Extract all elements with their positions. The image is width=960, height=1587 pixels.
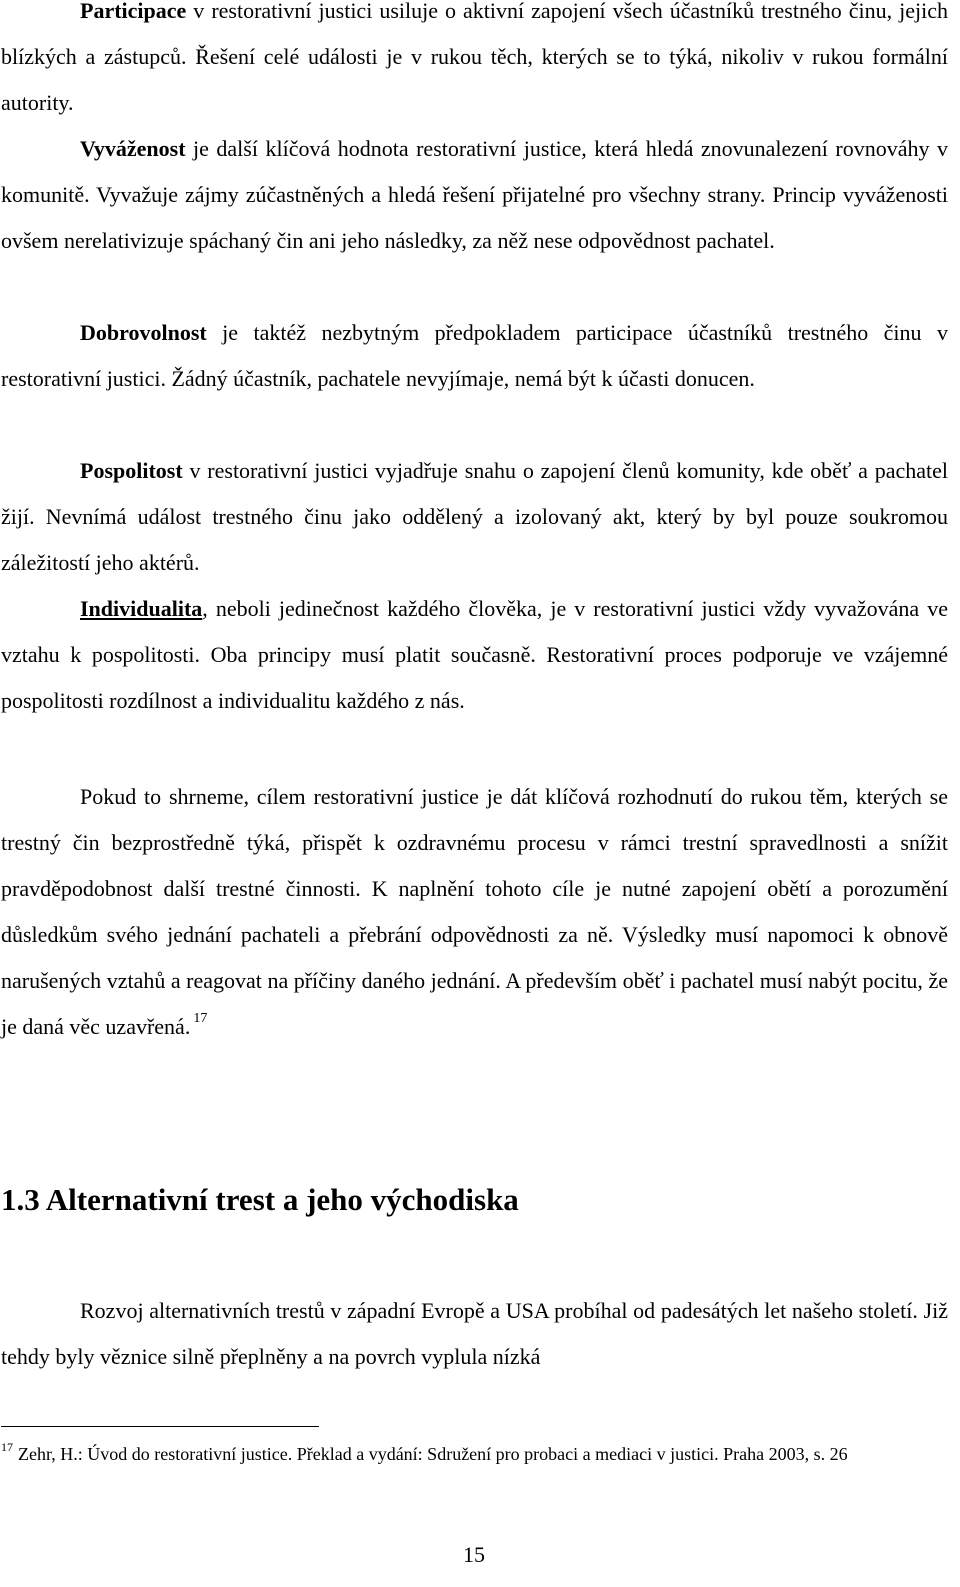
value-pospolitost (1, 448, 948, 586)
value-term: Dobrovolnost (80, 320, 207, 345)
value-term: Pospolitost (80, 458, 183, 483)
value-text: v restorativní justici usiluje o aktivní zapojení všech účastníků trestného činu, jejich blízkých a zástupců. Řešení celé události je v rukou těch, kterých se to týká, nikoliv v rukou formální autority. (1, 0, 948, 115)
value-vyvazenost (1, 126, 948, 264)
value-individualita (1, 586, 948, 724)
value-text: je taktéž nezbytným předpokladem participace účastníků trestného činu v restorativní justici. Žádný účastník, pachatele nevyjímaje, nemá být k účasti donucen. (1, 320, 948, 391)
section-text: Rozvoj alternativních trestů v západní Evropě a USA probíhal od padesátých let našeho století. Již tehdy byly věznice silně přeplněny a na povrch vyplula nízká (1, 1298, 948, 1369)
page-number: 15 (463, 1542, 485, 1567)
footnote-reference[interactable]: 17 (193, 1011, 208, 1026)
summary-paragraph (1, 774, 948, 1050)
value-term: Vyváženost (80, 136, 186, 161)
summary-text: Pokud to shrneme, cílem restorativní justice je dát klíčová rozhodnutí do rukou těm, kterých se trestný čin bezprostředně týká, přispět k ozdravnému procesu v rámci trestní spravedlnosti a snížit pravděpodobnost další trestné činnosti. K naplnění tohoto cíle je nutné zapojení obětí a porozumění důsledkům svého jednání pachateli a přebrání odpovědnosti za ně. Výsledky musí napomoci k obnově narušených vztahů a reagovat na příčiny daného jednání. A především oběť i pachatel musí nabýt pocitu, že je daná věc uzavřená. (1, 784, 948, 1039)
footnote-divider (1, 1426, 319, 1427)
value-term: Participace (80, 0, 187, 23)
value-text: je další klíčová hodnota restorativní justice, která hledá znovunalezení rovnováhy v komunitě. Vyvažuje zájmy zúčastněných a hledá řešení přijatelné pro všechny strany. Princip vyváženosti ovšem nerelativizuje spáchaný čin ani jeho následky, za něž nese odpovědnost pachatel. (1, 136, 948, 253)
section-heading: 1.3 Alternativní trest a jeho východiska (1, 1182, 519, 1217)
value-dobrovolnost (1, 310, 948, 402)
footnote (1, 1441, 948, 1467)
footnote-number: 17 (1, 1440, 13, 1454)
footnote-text: Zehr, H.: Úvod do restorativní justice. Překlad a vydání: Sdružení pro probaci a mediaci v justici. Praha 2003, s. 26 (18, 1444, 848, 1464)
value-text: v restorativní justici vyjadřuje snahu o zapojení členů komunity, kde oběť a pachatel žijí. Nevnímá událost trestného činu jako oddělený a izolovaný akt, který by byl pouze soukromou záležitostí jeho aktérů. (1, 458, 948, 575)
section-paragraph (1, 1288, 948, 1380)
value-participace (1, 0, 948, 126)
value-term: Individualita (80, 596, 203, 621)
value-text: , neboli jedinečnost každého člověka, je v restorativní justici vždy vyvažována ve vztahu k pospolitosti. Oba principy musí platit současně. Restorativní proces podporuje ve vzájemné pospolitosti rozdílnost a individualitu každého z nás. (1, 596, 948, 713)
